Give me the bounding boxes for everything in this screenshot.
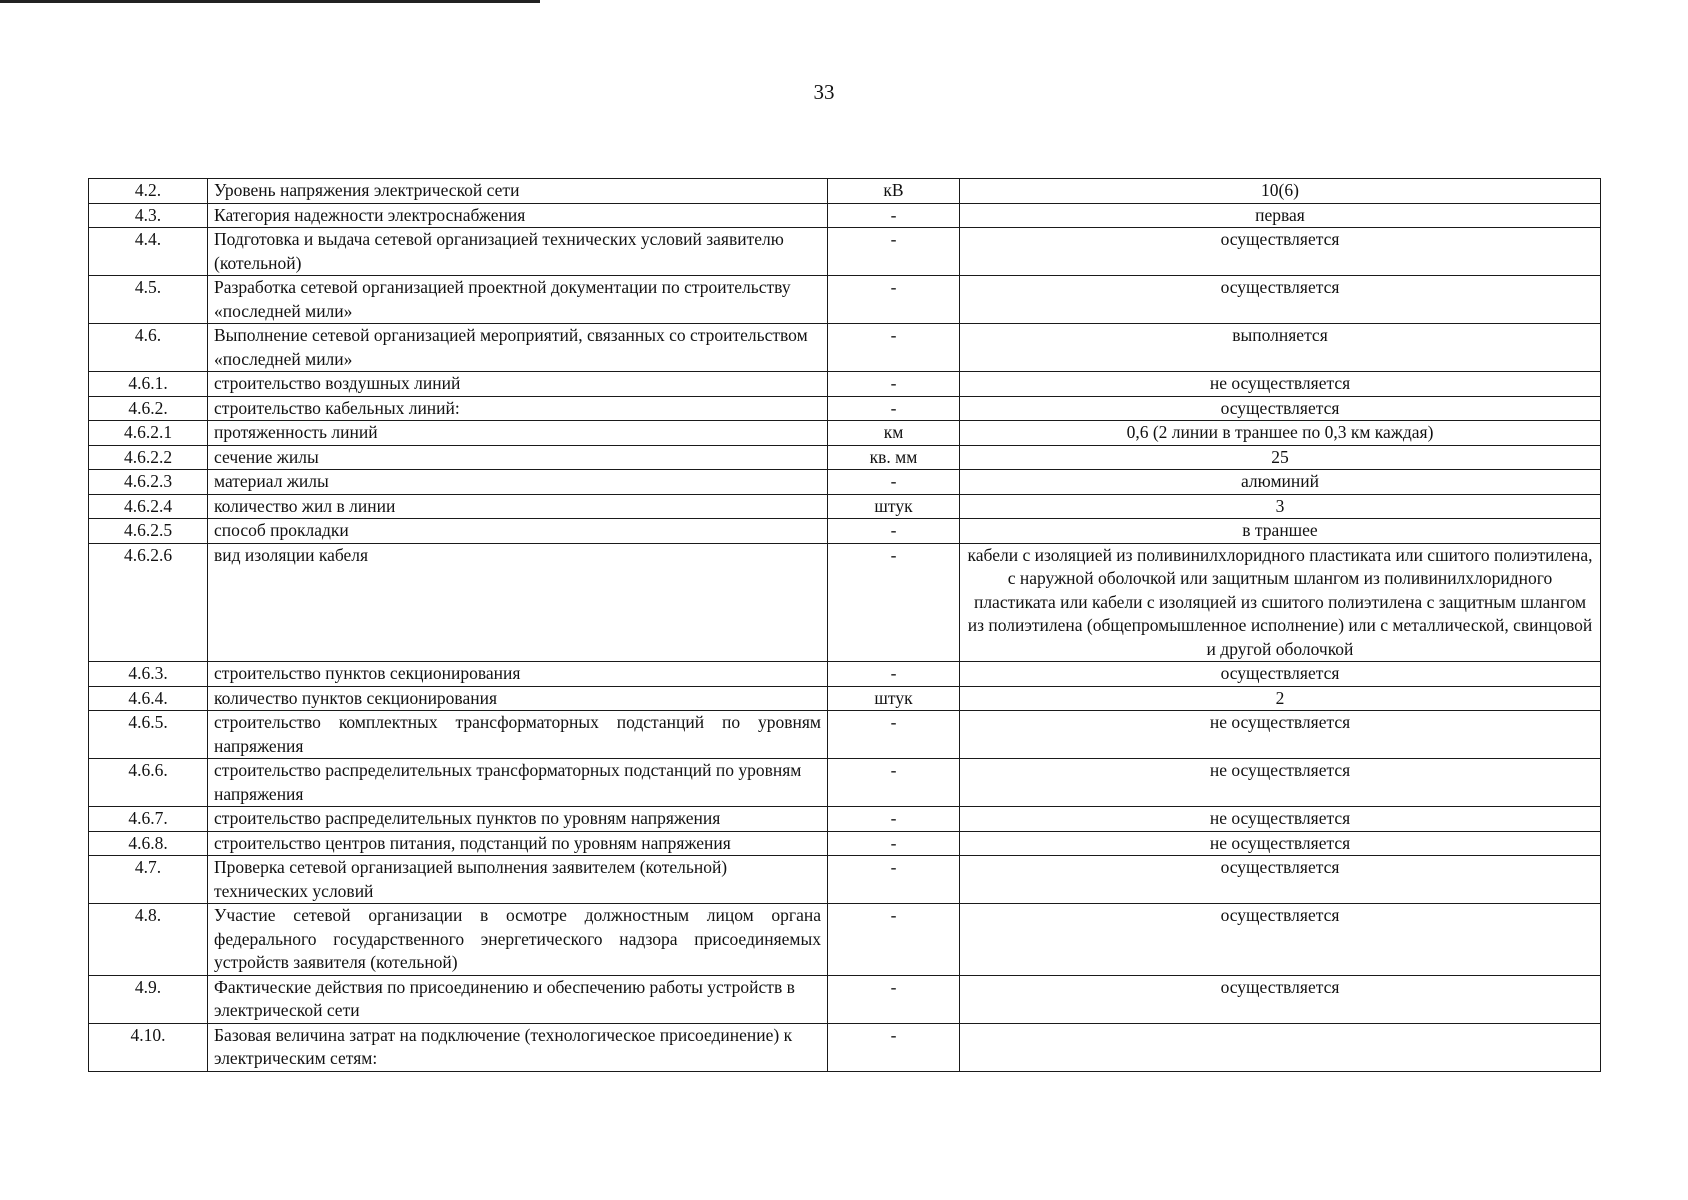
row-unit-cell: - xyxy=(828,396,960,421)
row-value-cell: не осуществляется xyxy=(960,831,1601,856)
row-value-cell: осуществляется xyxy=(960,904,1601,976)
table-row xyxy=(89,711,1601,759)
row-number-cell: 4.3. xyxy=(89,203,208,228)
table-row xyxy=(89,421,1601,446)
row-number-cell: 4.6.2.4 xyxy=(89,494,208,519)
row-value-cell: не осуществляется xyxy=(960,807,1601,832)
row-unit-cell: - xyxy=(828,904,960,976)
row-unit-cell: - xyxy=(828,975,960,1023)
table-row xyxy=(89,324,1601,372)
row-unit-cell: - xyxy=(828,759,960,807)
row-unit-cell: штук xyxy=(828,686,960,711)
row-value-cell: осуществляется xyxy=(960,228,1601,276)
row-number-cell: 4.9. xyxy=(89,975,208,1023)
row-value-cell: 25 xyxy=(960,445,1601,470)
row-name-cell: количество пунктов секционирования xyxy=(208,686,828,711)
row-name-cell: строительство воздушных линий xyxy=(208,372,828,397)
row-value-cell: осуществляется xyxy=(960,662,1601,687)
row-number-cell: 4.6.8. xyxy=(89,831,208,856)
row-value-cell: не осуществляется xyxy=(960,711,1601,759)
row-name-cell: Выполнение сетевой организацией мероприятий, связанных со строительством «последней мили» xyxy=(208,324,828,372)
row-name-cell: строительство распределительных пунктов по уровням напряжения xyxy=(208,807,828,832)
row-number-cell: 4.6.2. xyxy=(89,396,208,421)
table-row xyxy=(89,445,1601,470)
row-value-cell: осуществляется xyxy=(960,856,1601,904)
row-number-cell: 4.6.2.1 xyxy=(89,421,208,446)
row-name-cell: Проверка сетевой организацией выполнения заявителем (котельной) технических условий xyxy=(208,856,828,904)
table-row xyxy=(89,494,1601,519)
row-number-cell: 4.6.2.2 xyxy=(89,445,208,470)
row-number-cell: 4.6.2.3 xyxy=(89,470,208,495)
row-number-cell: 4.6.4. xyxy=(89,686,208,711)
row-value-cell: алюминий xyxy=(960,470,1601,495)
row-name-cell: строительство комплектных трансформаторных подстанций по уровням напряжения xyxy=(208,711,828,759)
table-row xyxy=(89,831,1601,856)
row-number-cell: 4.6.5. xyxy=(89,711,208,759)
table-row xyxy=(89,276,1601,324)
row-value-cell: осуществляется xyxy=(960,396,1601,421)
row-number-cell: 4.6.1. xyxy=(89,372,208,397)
row-unit-cell: - xyxy=(828,470,960,495)
row-unit-cell: - xyxy=(828,228,960,276)
row-number-cell: 4.6.2.6 xyxy=(89,543,208,662)
row-value-cell: 3 xyxy=(960,494,1601,519)
row-value-cell: 2 xyxy=(960,686,1601,711)
table-row xyxy=(89,975,1601,1023)
row-value-cell: не осуществляется xyxy=(960,372,1601,397)
row-value-cell: выполняется xyxy=(960,324,1601,372)
row-name-cell: строительство центров питания, подстанций по уровням напряжения xyxy=(208,831,828,856)
row-unit-cell: - xyxy=(828,543,960,662)
row-number-cell: 4.6.6. xyxy=(89,759,208,807)
row-value-cell: 10(6) xyxy=(960,179,1601,204)
row-name-cell: Уровень напряжения электрической сети xyxy=(208,179,828,204)
table-row xyxy=(89,396,1601,421)
row-name-cell: строительство распределительных трансформаторных подстанций по уровням напряжения xyxy=(208,759,828,807)
row-name-cell: Участие сетевой организации в осмотре должностным лицом органа федерального государственного энергетического надзора присоединяемых устройств заявителя (котельной) xyxy=(208,904,828,976)
row-unit-cell: - xyxy=(828,276,960,324)
row-name-cell: Базовая величина затрат на подключение (технологическое присоединение) к электрическим сетям: xyxy=(208,1023,828,1071)
row-value-cell xyxy=(960,1023,1601,1071)
row-value-cell: 0,6 (2 линии в траншее по 0,3 км каждая) xyxy=(960,421,1601,446)
page-number: 33 xyxy=(813,80,835,104)
row-unit-cell: - xyxy=(828,711,960,759)
table-row xyxy=(89,543,1601,662)
table-row xyxy=(89,228,1601,276)
table-row xyxy=(89,759,1601,807)
row-number-cell: 4.10. xyxy=(89,1023,208,1071)
row-number-cell: 4.6. xyxy=(89,324,208,372)
table-row xyxy=(89,203,1601,228)
table-row xyxy=(89,662,1601,687)
row-name-cell: Фактические действия по присоединению и обеспечению работы устройств в электрической сети xyxy=(208,975,828,1023)
row-unit-cell: - xyxy=(828,519,960,544)
row-unit-cell: км xyxy=(828,421,960,446)
row-name-cell: количество жил в линии xyxy=(208,494,828,519)
row-number-cell: 4.6.7. xyxy=(89,807,208,832)
row-unit-cell: - xyxy=(828,372,960,397)
row-unit-cell: - xyxy=(828,203,960,228)
row-unit-cell: штук xyxy=(828,494,960,519)
row-name-cell: строительство пунктов секционирования xyxy=(208,662,828,687)
row-name-cell: Подготовка и выдача сетевой организацией технических условий заявителю (котельной) xyxy=(208,228,828,276)
row-number-cell: 4.6.3. xyxy=(89,662,208,687)
row-name-cell: вид изоляции кабеля xyxy=(208,543,828,662)
row-name-cell: материал жилы xyxy=(208,470,828,495)
row-value-cell: осуществляется xyxy=(960,975,1601,1023)
row-unit-cell: - xyxy=(828,831,960,856)
table-row xyxy=(89,519,1601,544)
row-unit-cell: кВ xyxy=(828,179,960,204)
row-name-cell: сечение жилы xyxy=(208,445,828,470)
row-name-cell: протяженность линий xyxy=(208,421,828,446)
row-number-cell: 4.8. xyxy=(89,904,208,976)
table-row xyxy=(89,1023,1601,1071)
parameters-table xyxy=(88,178,1601,1072)
row-unit-cell: - xyxy=(828,1023,960,1071)
row-name-cell: Категория надежности электроснабжения xyxy=(208,203,828,228)
table-row xyxy=(89,686,1601,711)
table-row xyxy=(89,470,1601,495)
row-name-cell: строительство кабельных линий: xyxy=(208,396,828,421)
row-number-cell: 4.7. xyxy=(89,856,208,904)
row-name-cell: способ прокладки xyxy=(208,519,828,544)
table-row xyxy=(89,372,1601,397)
row-unit-cell: - xyxy=(828,807,960,832)
table-row xyxy=(89,904,1601,976)
row-number-cell: 4.5. xyxy=(89,276,208,324)
row-unit-cell: - xyxy=(828,324,960,372)
row-name-cell: Разработка сетевой организацией проектной документации по строительству «последней мили» xyxy=(208,276,828,324)
row-number-cell: 4.2. xyxy=(89,179,208,204)
row-unit-cell: кв. мм xyxy=(828,445,960,470)
row-value-cell: в траншее xyxy=(960,519,1601,544)
table-row xyxy=(89,179,1601,204)
table-row xyxy=(89,807,1601,832)
row-number-cell: 4.6.2.5 xyxy=(89,519,208,544)
row-unit-cell: - xyxy=(828,662,960,687)
row-value-cell: первая xyxy=(960,203,1601,228)
row-unit-cell: - xyxy=(828,856,960,904)
row-number-cell: 4.4. xyxy=(89,228,208,276)
row-value-cell: осуществляется xyxy=(960,276,1601,324)
table-row xyxy=(89,856,1601,904)
row-value-cell: кабели с изоляцией из поливинилхлоридного пластиката или сшитого полиэтилена, с наружной оболочкой или защитным шлангом из поливинилхлоридного пластиката или кабели с изоляцией из сшитого полиэтилена с защитным шлангом из полиэтилена (общепромышленное исполнение) или с металлической, свинцовой и другой оболочкой xyxy=(960,543,1601,662)
row-value-cell: не осуществляется xyxy=(960,759,1601,807)
top-border-line xyxy=(0,0,540,3)
